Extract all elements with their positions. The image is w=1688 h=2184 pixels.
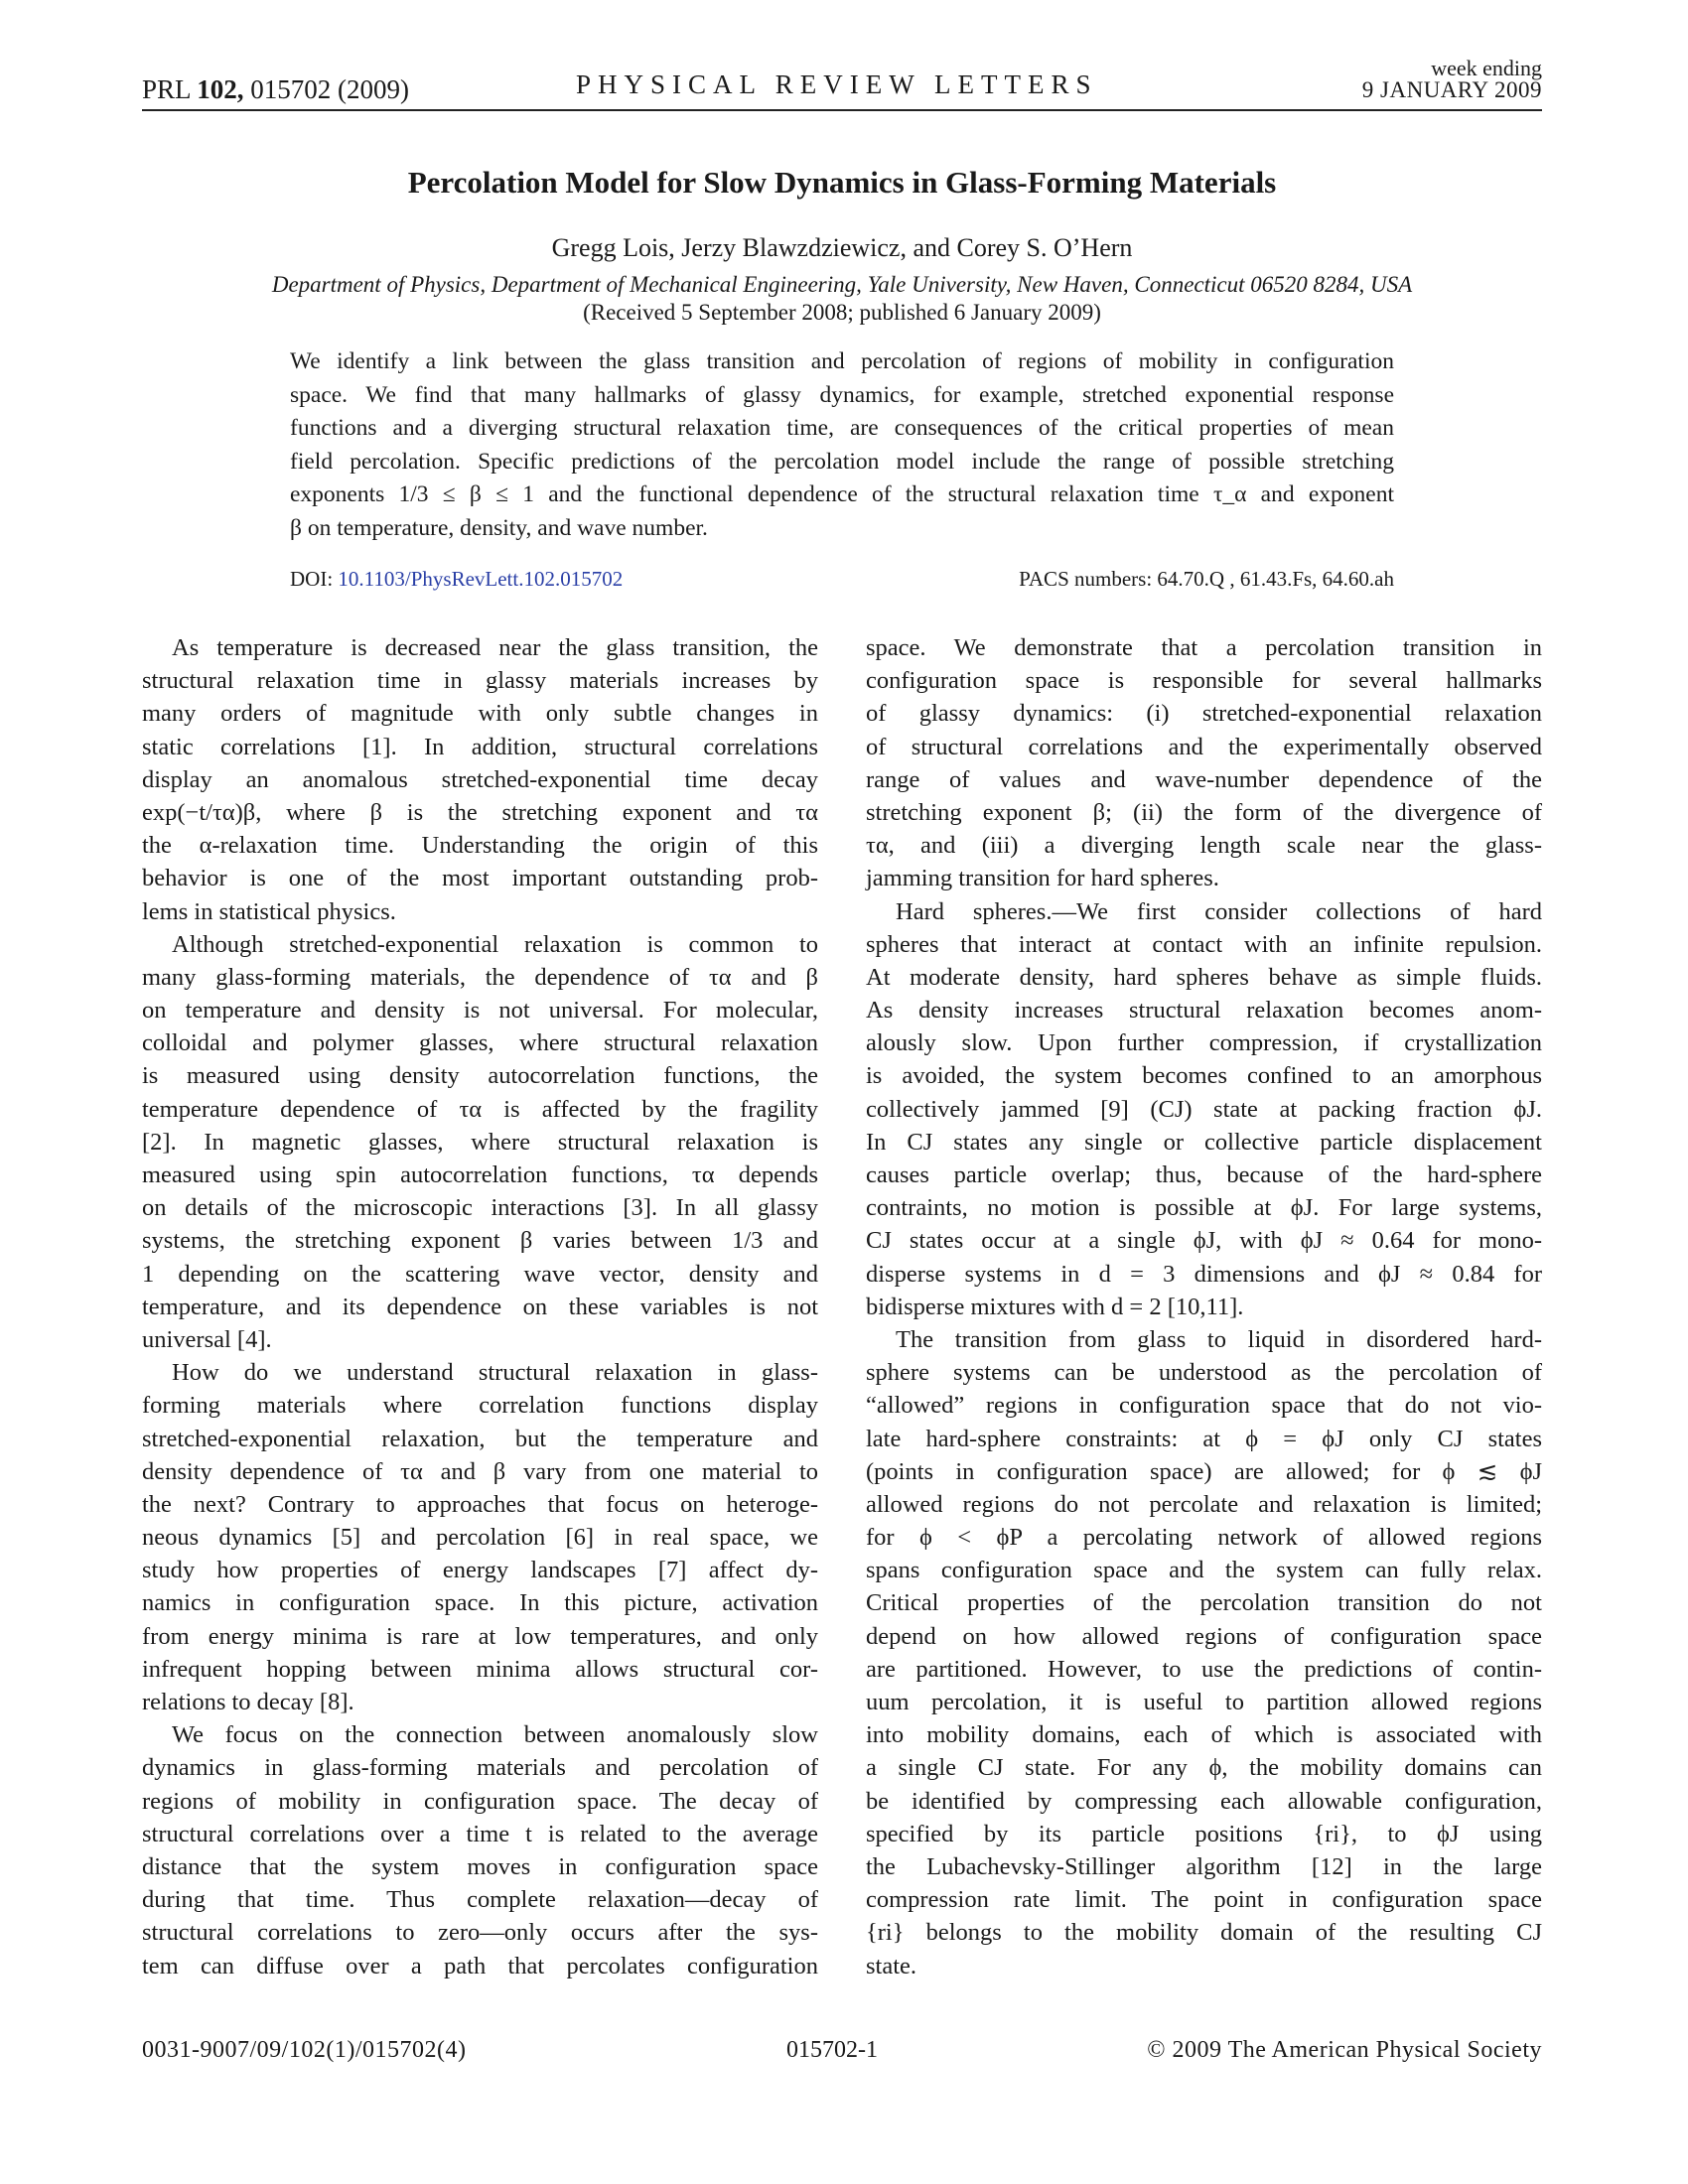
footer-issn: 0031-9007/09/102(1)/015702(4)	[142, 2037, 467, 2063]
abstract-line: functions and a diverging structural relaxation time, are consequences of the critical properties of mean	[290, 415, 1394, 441]
text-line: on temperature and density is not universal. For molecular,	[142, 997, 818, 1024]
text-line: distance that the system moves in configuration space	[142, 1852, 818, 1880]
text-line: be identified by compressing each allowable configuration,	[866, 1787, 1542, 1815]
text-line: forming materials where correlation functions display	[142, 1392, 818, 1420]
text-line: measured using spin autocorrelation functions, τα depends	[142, 1161, 818, 1188]
text-line: [2]. In magnetic glasses, where structural relaxation is	[142, 1128, 818, 1156]
text-line: We focus on the connection between anomalously slow	[172, 1721, 818, 1749]
doi-link[interactable]: 10.1103/PhysRevLett.102.015702	[338, 567, 624, 591]
text-line: CJ states occur at a single ϕJ, with ϕJ ≈ 0.64 for mono-	[866, 1227, 1542, 1255]
text-line: colloidal and polymer glasses, where structural relaxation	[142, 1029, 818, 1057]
text-line: stretching exponent β; (ii) the form of the divergence of	[866, 798, 1542, 826]
text-line: dynamics in glass-forming materials and percolation of	[142, 1754, 818, 1782]
text-line: structural correlations to zero—only occurs after the sys-	[142, 1919, 818, 1947]
abstract-line: We identify a link between the glass transition and percolation of regions of mobility in configuration	[290, 348, 1394, 374]
text-line: uum percolation, it is useful to partition allowed regions	[866, 1689, 1542, 1715]
week-ending	[1362, 58, 1542, 101]
text-line: during that time. Thus complete relaxation—decay of	[142, 1886, 818, 1914]
text-line: neous dynamics [5] and percolation [6] in real space, we	[142, 1524, 818, 1552]
text-line: many glass-forming materials, the dependence of τα and β	[142, 963, 818, 991]
text-line: infrequent hopping between minima allows structural cor-	[142, 1655, 818, 1683]
text-line: τα, and (iii) a diverging length scale near the glass-	[866, 832, 1542, 860]
text-line: the α-relaxation time. Understanding the origin of this	[142, 832, 818, 860]
abstract-line: field percolation. Specific predictions of the percolation model include the range of possible stretching	[290, 448, 1394, 475]
text-line: is avoided, the system becomes confined to an amorphous	[866, 1062, 1542, 1090]
text-line: range of values and wave-number dependence of the	[866, 765, 1542, 793]
text-line: relations to decay [8].	[142, 1689, 354, 1715]
text-line: from energy minima is rare at low temperatures, and only	[142, 1622, 818, 1650]
text-line: structural relaxation time in glassy materials increases by	[142, 667, 818, 695]
right-column	[866, 631, 1542, 1982]
text-line: is measured using density autocorrelation functions, the	[142, 1062, 818, 1090]
text-line: allowed regions do not percolate and relaxation is limited;	[866, 1490, 1542, 1518]
text-line: density dependence of τα and β vary from one material to	[142, 1457, 818, 1485]
text-line: temperature dependence of τα is affected by the fragility	[142, 1095, 818, 1123]
affiliation: Department of Physics, Department of Mechanical Engineering, Yale University, New Haven, Connecticut 06520 8284, USA	[271, 272, 1413, 297]
text-line: disperse systems in d = 3 dimensions and ϕJ ≈ 0.84 for	[866, 1260, 1542, 1288]
text-line: display an anomalous stretched-exponential time decay	[142, 765, 818, 793]
pacs-numbers: PACS numbers: 64.70.Q , 61.43.Fs, 64.60.ah	[1019, 567, 1394, 591]
abstract-line: β on temperature, density, and wave number.	[290, 514, 708, 541]
text-line: (points in configuration space) are allowed; for ϕ ≲ ϕJ	[866, 1457, 1542, 1485]
text-line: collectively jammed [9] (CJ) state at packing fraction ϕJ.	[866, 1095, 1542, 1123]
text-line: sphere systems can be understood as the percolation of	[866, 1359, 1542, 1387]
text-line: stretched-exponential relaxation, but the temperature and	[142, 1425, 818, 1452]
text-line: “allowed” regions in configuration space that do not vio-	[866, 1392, 1542, 1420]
text-line: for ϕ < ϕP a percolating network of allowed regions	[866, 1524, 1542, 1552]
text-line: on details of the microscopic interactions [3]. In all glassy	[142, 1194, 818, 1222]
text-line: systems, the stretching exponent β varies between 1/3 and	[142, 1227, 818, 1255]
text-line: many orders of magnitude with only subtle changes in	[142, 700, 818, 728]
text-line: static correlations [1]. In addition, structural correlations	[142, 733, 818, 760]
text-line: behavior is one of the most important outstanding prob-	[142, 865, 818, 892]
doi-label: DOI:	[290, 567, 334, 591]
text-line: alously slow. Upon further compression, if crystallization	[866, 1029, 1542, 1057]
text-line: As temperature is decreased near the glass transition, the	[172, 634, 818, 661]
text-line: 1 depending on the scattering wave vector, density and	[142, 1260, 818, 1288]
text-line: compression rate limit. The point in configuration space	[866, 1886, 1542, 1914]
text-line: of structural correlations and the experimentally observed	[866, 733, 1542, 760]
text-line: of glassy dynamics: (i) stretched-exponential relaxation	[866, 700, 1542, 728]
text-line: depend on how allowed regions of configuration space	[866, 1622, 1542, 1650]
text-line: a single CJ state. For any ϕ, the mobility domains can	[866, 1754, 1542, 1782]
text-line: structural correlations over a time t is related to the average	[142, 1820, 818, 1847]
text-line: regions of mobility in configuration space. The decay of	[142, 1787, 818, 1815]
paper-title: Percolation Model for Slow Dynamics in Glass-Forming Materials	[407, 165, 1277, 200]
text-line: state.	[866, 1952, 917, 1979]
header-rule	[142, 109, 1542, 111]
week-ending-date: 9 JANUARY 2009	[1361, 77, 1542, 102]
text-line: study how properties of energy landscapes [7] affect dy-	[142, 1557, 818, 1584]
text-line: are partitioned. However, to use the predictions of contin-	[866, 1655, 1542, 1683]
abstract	[290, 345, 1394, 545]
text-line: Critical properties of the percolation transition do not	[866, 1589, 1542, 1617]
text-line: causes particle overlap; thus, because of the hard-sphere	[866, 1161, 1542, 1188]
text-line: The transition from glass to liquid in disordered hard-	[896, 1325, 1542, 1353]
authors: Gregg Lois, Jerzy Blawzdziewicz, and Corey S. O’Hern	[551, 233, 1133, 262]
text-line: Although stretched-exponential relaxation is common to	[172, 930, 818, 958]
text-line: spheres that interact at contact with an infinite repulsion.	[866, 930, 1542, 958]
text-line: tem can diffuse over a path that percolates configuration	[142, 1952, 818, 1979]
text-line: In CJ states any single or collective particle displacement	[866, 1128, 1542, 1156]
text-line: How do we understand structural relaxation in glass-	[172, 1359, 818, 1387]
article-ref: 015702 (2009)	[250, 74, 409, 104]
text-line: jamming transition for hard spheres.	[866, 865, 1219, 892]
week-ending-label: week ending	[1431, 56, 1542, 80]
footer-copyright: © 2009 The American Physical Society	[1147, 2037, 1542, 2063]
volume: 102,	[197, 74, 244, 104]
running-header-citation	[142, 74, 409, 105]
text-line: space. We demonstrate that a percolation transition in	[866, 634, 1542, 661]
text-line: spans configuration space and the system can fully relax.	[866, 1557, 1542, 1584]
text-line: exp(−t/τα)β, where β is the stretching exponent and τα	[142, 798, 818, 826]
text-line: lems in statistical physics.	[142, 897, 396, 925]
left-column	[142, 631, 818, 1982]
text-line: the Lubachevsky-Stillinger algorithm [12] in the large	[866, 1852, 1542, 1880]
text-line: {ri} belongs to the mobility domain of the resulting CJ	[866, 1919, 1542, 1947]
doi	[290, 567, 623, 592]
text-line: As density increases structural relaxation becomes anom-	[866, 997, 1542, 1024]
text-line: late hard-sphere constraints: at ϕ = ϕJ only CJ states	[866, 1425, 1542, 1452]
text-line: into mobility domains, each of which is associated with	[866, 1721, 1542, 1749]
text-line: bidisperse mixtures with d = 2 [10,11].	[866, 1293, 1244, 1320]
footer-page-id: 015702-1	[786, 2037, 878, 2063]
abstract-line: space. We find that many hallmarks of glassy dynamics, for example, stretched exponential response	[290, 381, 1394, 408]
text-line: Hard spheres.—We first consider collections of hard	[896, 897, 1542, 925]
text-line: specified by its particle positions {ri}, to ϕJ using	[866, 1820, 1542, 1847]
text-line: At moderate density, hard spheres behave as simple fluids.	[866, 963, 1542, 991]
abstract-line: exponents 1/3 ≤ β ≤ 1 and the functional dependence of the structural relaxation time τ_α and exponent	[290, 481, 1394, 507]
received-dates: (Received 5 September 2008; published 6 January 2009)	[583, 300, 1101, 325]
text-line: configuration space is responsible for several hallmarks	[866, 667, 1542, 695]
text-line: the next? Contrary to approaches that focus on heteroge-	[142, 1490, 818, 1518]
journal-name: PHYSICAL REVIEW LETTERS	[576, 69, 1098, 99]
text-line: namics in configuration space. In this picture, activation	[142, 1589, 818, 1617]
journal-short: PRL	[142, 74, 191, 104]
text-line: contraints, no motion is possible at ϕJ. For large systems,	[866, 1194, 1542, 1222]
text-line: temperature, and its dependence on these variables is not	[142, 1293, 818, 1320]
text-line: universal [4].	[142, 1325, 272, 1353]
